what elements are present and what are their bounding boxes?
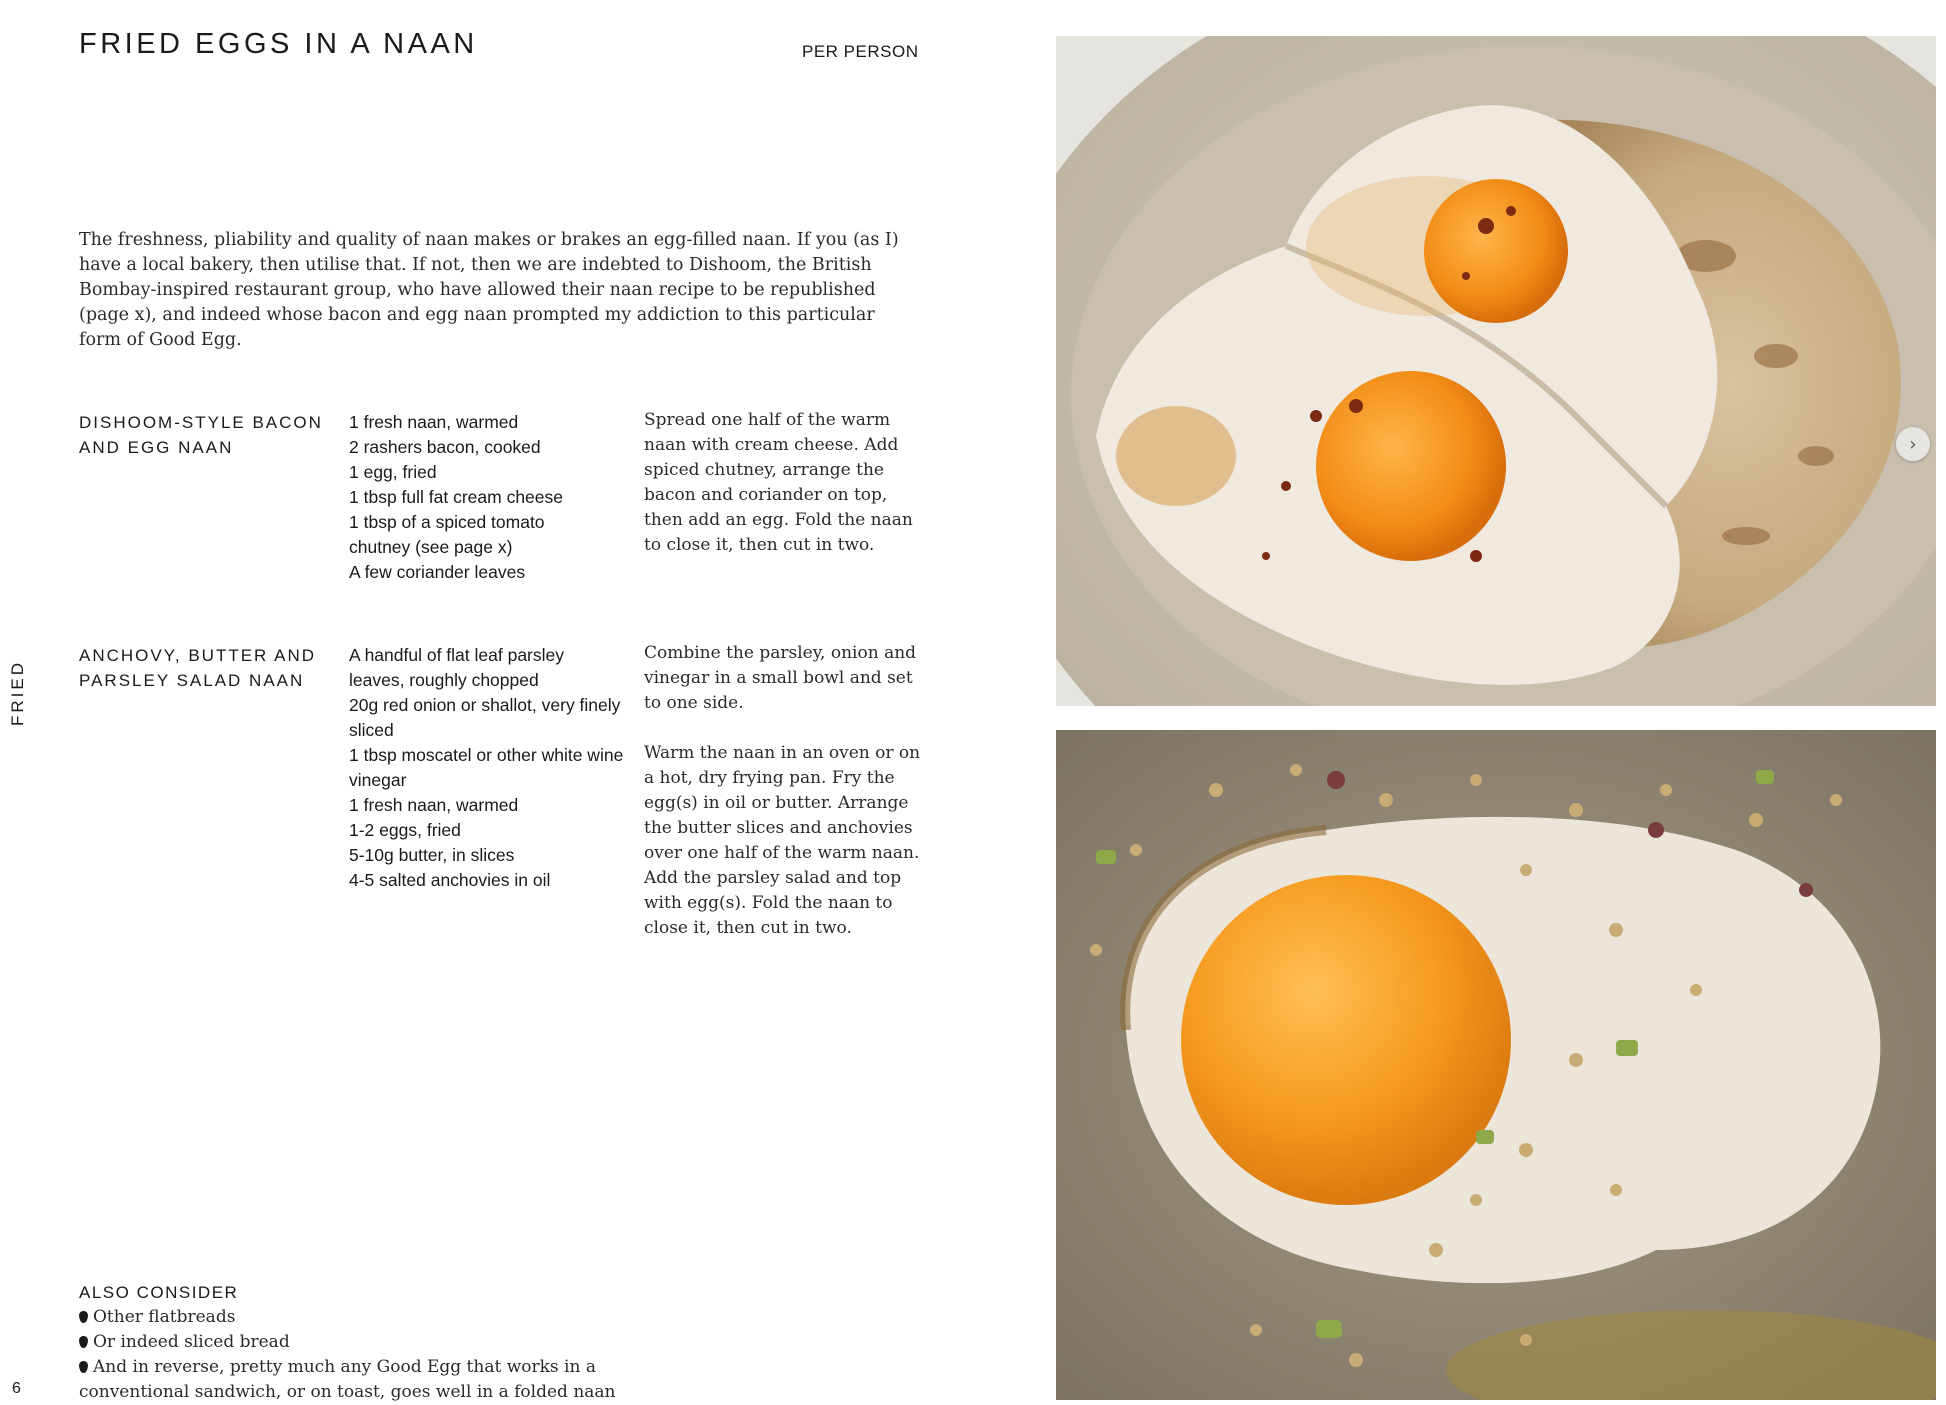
method-step: Spread one half of the warm naan with cream cheese. Add spiced chutney, arrange the bacon and coriander on top, then add an egg. Fold the naan to close it, then cut in two. — [644, 410, 913, 555]
recipe-name-bacon-egg: DISHOOM-STYLE BACON AND EGG NAAN — [79, 413, 323, 457]
also-consider-list — [79, 1305, 699, 1405]
egg-bullet-icon — [79, 1361, 88, 1373]
photo-bacon-egg-naan — [1056, 36, 1936, 706]
ingredient-item: 4-5 salted anchovies in oil — [349, 870, 551, 890]
recipe-title: FRIED EGGS IN A NAAN — [79, 28, 478, 60]
list-item: And in reverse, pretty much any Good Egg that works in a conventional sandwich, or on toast, goes well in a folded naan — [79, 1357, 616, 1402]
ingredient-list-bacon-egg — [349, 410, 639, 585]
ingredient-item: A handful of flat leaf parsley leaves, roughly chopped — [349, 645, 564, 690]
method-bacon-egg — [644, 408, 924, 558]
method-anchovy — [644, 641, 924, 941]
intro-paragraph: The freshness, pliability and quality of naan makes or brakes an egg-filled naan. If you (as I) have a local bakery, then utilise that. If not, then we are indebted to Dishoom, the British Bombay-inspired restaurant group, who have allowed their naan recipe to be republished (page x), and indeed whose bacon and egg naan prompted my addiction to this particular form of Good Egg. — [79, 230, 899, 350]
ingredient-item: 20g red onion or shallot, very finely sliced — [349, 695, 621, 740]
photo-dukkah-egg — [1056, 730, 1936, 1400]
ingredient-item: 1 fresh naan, warmed — [349, 412, 519, 432]
ingredient-item: 1 tbsp full fat cream cheese — [349, 487, 563, 507]
dukkah-egg-illustration — [1056, 730, 1936, 1400]
ingredient-list-anchovy — [349, 643, 624, 893]
recipe-name-anchovy: ANCHOVY, BUTTER AND PARSLEY SALAD NAAN — [79, 646, 317, 690]
ingredient-item: 5-10g butter, in slices — [349, 845, 515, 865]
page-number: 6 — [12, 1380, 21, 1397]
also-consider-heading: ALSO CONSIDER — [79, 1283, 239, 1302]
ingredient-item: 1 tbsp moscatel or other white wine vinegar — [349, 745, 624, 790]
ingredient-item: 1 fresh naan, warmed — [349, 795, 519, 815]
ingredient-item: A few coriander leaves — [349, 562, 526, 582]
also-consider — [79, 1280, 699, 1405]
naan-eggs-illustration — [1056, 36, 1936, 706]
list-item: Other flatbreads — [79, 1305, 699, 1330]
serving-size: PER PERSON — [802, 42, 919, 61]
chapter-side-label: FRIED — [8, 660, 27, 726]
egg-bullet-icon — [79, 1336, 88, 1348]
method-step: Combine the parsley, onion and vinegar in a small bowl and set to one side. — [644, 643, 917, 713]
ingredient-item: 1-2 eggs, fried — [349, 820, 461, 840]
list-item: Or indeed sliced bread — [79, 1330, 699, 1355]
carousel-next-button[interactable]: › — [1896, 427, 1930, 461]
method-step: Warm the naan in an oven or on a hot, dry frying pan. Fry the egg(s) in oil or butter. Arrange the butter slices and anchovies over one half of the warm naan. Add the parsley salad and top with egg(s). Fold the naan to close it, then cut in two. — [644, 743, 921, 938]
ingredient-item: 1 egg, fried — [349, 462, 437, 482]
egg-bullet-icon — [79, 1311, 88, 1323]
ingredient-item: 2 rashers bacon, cooked — [349, 437, 541, 457]
ingredient-item: 1 tbsp of a spiced tomato chutney (see page x) — [349, 512, 545, 557]
